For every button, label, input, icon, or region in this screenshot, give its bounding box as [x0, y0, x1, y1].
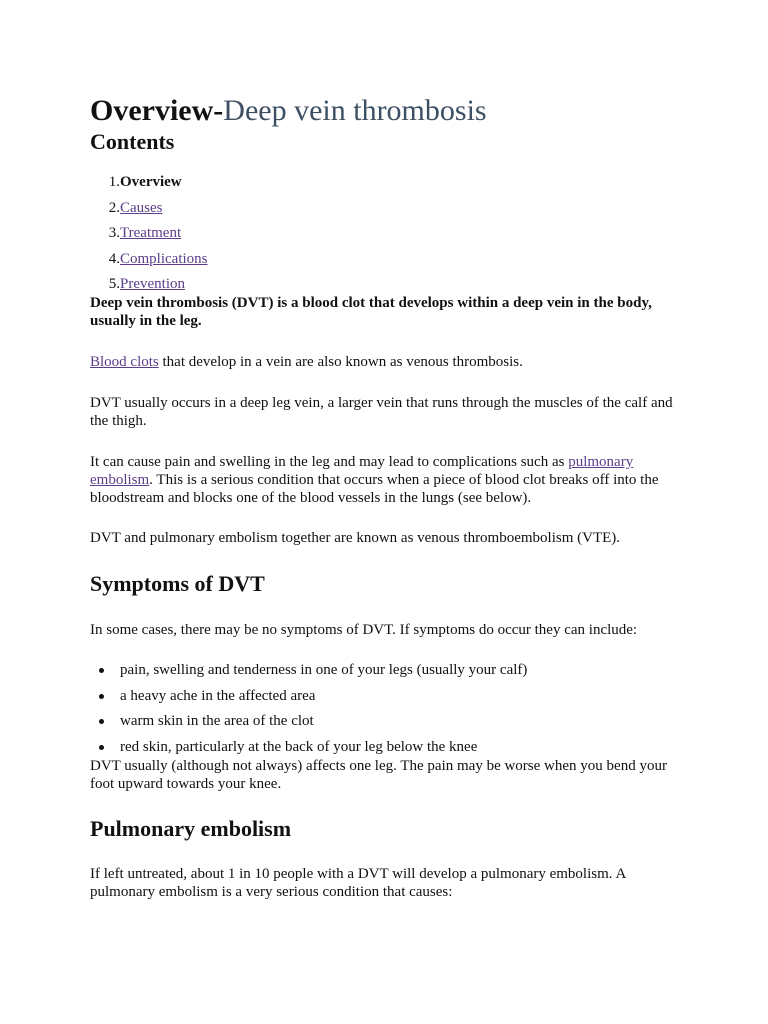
toc-number: 4.: [108, 250, 120, 267]
toc-item-treatment: [90, 222, 182, 248]
toc-number: 3.: [108, 225, 120, 241]
symptom-text: warm skin in the area of the clot: [120, 713, 314, 729]
pulmonary-embolism-link[interactable]: pulmonary embolism: [90, 454, 634, 488]
blood-clots-text: that develop in a vein are also known as venous thrombosis.: [158, 354, 523, 370]
intro-paragraph: Deep vein thrombosis (DVT) is a blood clot that develops within a deep vein in the body, usually in the leg.: [90, 295, 652, 329]
toc-number: 2.: [108, 199, 120, 216]
toc-item-overview: [90, 171, 182, 197]
table-of-contents: [90, 171, 208, 299]
page-title: [90, 92, 487, 130]
symptoms-outro: DVT usually (although not always) affects one leg. The pain may be worse when you bend your foot upward towards your knee.: [90, 758, 667, 792]
page-title-bold: Overview-: [90, 94, 224, 127]
page-title-light: Deep vein thrombosis: [223, 94, 487, 127]
symptom-text: red skin, particularly at the back of your leg below the knee: [120, 738, 478, 755]
symptoms-intro: In some cases, there may be no symptoms of DVT. If symptoms do occur they can include:: [90, 622, 638, 638]
complications-text-before: It can cause pain and swelling in the leg and may lead to complications such as: [90, 454, 569, 470]
vte-paragraph: DVT and pulmonary embolism together are known as venous thromboembolism (VTE).: [90, 530, 621, 546]
toc-number: 5.: [108, 276, 120, 292]
blood-clots-paragraph: [90, 353, 690, 371]
dvt-location-paragraph: DVT usually occurs in a deep leg vein, a larger vein that runs through the muscles of the calf and the thigh.: [90, 395, 673, 429]
contents-heading: Contents: [90, 129, 175, 154]
complications-text-after: . This is a serious condition that occurs when a piece of blood clot breaks off into the bloodstream and blocks one of the blood vessels in the lungs (see below).: [90, 472, 659, 506]
bullet-icon: [99, 694, 104, 699]
pulmonary-embolism-paragraph: If left untreated, about 1 in 10 people with a DVT will develop a pulmonary embolism. A pulmonary embolism is a very serious condition that causes:: [90, 866, 626, 900]
symptom-text: a heavy ache in the affected area: [120, 687, 316, 704]
bullet-icon: [99, 719, 104, 724]
toc-label-overview: Overview: [120, 174, 182, 190]
toc-link-treatment[interactable]: Treatment: [120, 225, 182, 241]
toc-link-complications[interactable]: Complications: [120, 250, 208, 267]
bullet-icon: [99, 668, 104, 673]
toc-item-causes: [90, 197, 163, 223]
symptom-text: pain, swelling and tenderness in one of your legs (usually your calf): [120, 662, 528, 678]
pulmonary-embolism-heading: Pulmonary embolism: [90, 816, 292, 841]
symptoms-heading: Symptoms of DVT: [90, 571, 265, 596]
toc-number: 1.: [108, 174, 120, 190]
toc-item-complications: [90, 248, 208, 274]
complications-paragraph: [90, 453, 690, 507]
bullet-icon: [99, 745, 104, 750]
toc-link-prevention[interactable]: Prevention: [120, 276, 185, 292]
toc-link-causes[interactable]: Causes: [120, 199, 163, 216]
blood-clots-link[interactable]: Blood clots: [90, 354, 159, 370]
